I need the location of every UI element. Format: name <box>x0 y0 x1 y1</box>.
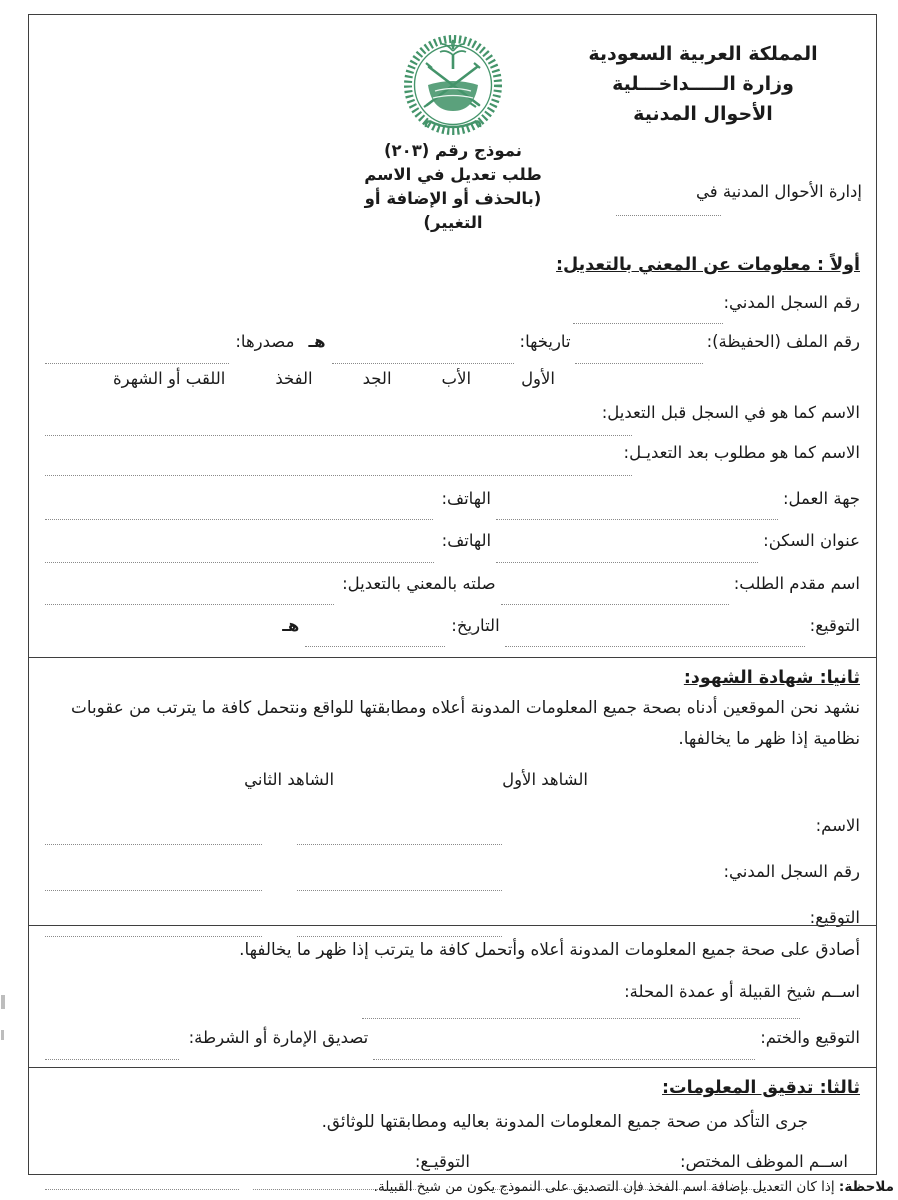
witness-civil-record-row <box>45 862 860 881</box>
section-verification <box>29 1067 876 1194</box>
civil-record-field-line[interactable] <box>573 321 723 324</box>
form-title: طلب تعديل في الاسم <box>364 164 542 184</box>
section2-heading: ثانيا: شهادة الشهود: <box>683 668 860 688</box>
admin-office-label: إدارة الأحوال المدنية في <box>695 182 862 201</box>
civil-record-label: رقم السجل المدني: <box>723 293 860 312</box>
witness1-label: الشاهد الأول <box>502 770 588 790</box>
police-attestation-field-line[interactable] <box>45 1057 179 1060</box>
address-label: عنوان السكن: <box>763 531 860 551</box>
hijri-suffix: هـ <box>308 332 326 352</box>
witness2-name-field-line[interactable] <box>45 842 262 845</box>
witness-name-row <box>45 816 860 835</box>
name-before-line-row <box>45 424 860 436</box>
name-after-field-line[interactable] <box>45 473 632 476</box>
section-endorsement <box>29 925 876 1067</box>
address-phone-field-line[interactable] <box>45 560 434 563</box>
form-header <box>29 15 876 245</box>
officer-name-label: اســم الموظف المختص: <box>680 1152 848 1172</box>
applicant-signature-label: التوقيع: <box>809 615 860 635</box>
witness1-name-field-line[interactable] <box>297 842 502 845</box>
file-date-label: تاريخها: <box>519 332 571 352</box>
header-agency: الأحوال المدنية <box>633 103 773 126</box>
endorsement-statement: أصادق على صحة جميع المعلومات المدونة أعلاه وأتحمل كافة ما يترتب إذا ظهر ما يخالفها. <box>239 939 860 959</box>
verification-statement: جرى التأكد من صحة جميع المعلومات المدونة بعاليه ومطابقتها للوثائق. <box>321 1111 808 1131</box>
name-column-surname: اللقب أو الشهرة <box>113 368 226 388</box>
section-witnesses <box>29 657 876 928</box>
file-number-row <box>45 331 860 353</box>
section3-heading: ثالثا: تدقيق المعلومات: <box>662 1078 860 1098</box>
witness-signature-label: التوقيع: <box>809 908 860 928</box>
form-number: نموذج رقم (٢٠٣) <box>384 141 522 160</box>
witness1-civil-record-field-line[interactable] <box>297 888 502 891</box>
extra-field-line[interactable] <box>45 1187 239 1190</box>
officer-signature-label: التوقيـع: <box>414 1152 470 1172</box>
address-field-line[interactable] <box>496 560 758 563</box>
witness-name-label: الاسم: <box>815 816 860 836</box>
witness2-civil-record-field-line[interactable] <box>45 888 262 891</box>
civil-record-row <box>45 292 860 314</box>
form-subtitle: (بالحذف أو الإضافة أو التغيير) <box>364 188 542 232</box>
spacer <box>334 770 502 789</box>
address-phone-label: الهاتف: <box>441 531 492 551</box>
header-ministry: وزارة الـــــداخـــلية <box>612 73 794 96</box>
sheikh-name-label: اســم شيخ القبيلة أو عمدة المحلة: <box>624 982 860 1002</box>
sheikh-name-row <box>45 981 860 1003</box>
employer-phone-field-line[interactable] <box>45 517 433 520</box>
witness1-signature-field-line[interactable] <box>297 934 502 937</box>
witness2-signature-field-line[interactable] <box>45 934 262 937</box>
name-before-label: الاسم كما هو في السجل قبل التعديل: <box>601 402 860 422</box>
section-applicant-info <box>29 245 876 657</box>
spacer <box>588 770 860 789</box>
date-label: التاريخ: <box>451 615 500 635</box>
witness-statement: نشهد نحن الموقعين أدناه بصحة جميع المعلومات المدونة أعلاه ومطابقتها للواقع ونتحمل كافة ما يترتب من عقوبات نظامية إذا ظهر ما يخالفها. <box>71 697 860 749</box>
witness-header-row <box>45 770 860 789</box>
signature-seal-field-line[interactable] <box>373 1057 755 1060</box>
employer-row <box>45 488 860 510</box>
signature-seal-label: التوقيع والختم: <box>760 1028 860 1048</box>
employer-phone-label: الهاتف: <box>441 489 491 509</box>
witness2-label: الشاهد الثاني <box>244 770 335 790</box>
name-columns-row <box>45 369 860 388</box>
footnote-label: ملاحظة: <box>838 1179 894 1195</box>
name-column-first: الأول <box>521 368 556 388</box>
name-before-field-line[interactable] <box>45 433 632 436</box>
file-source-field-line[interactable] <box>45 361 229 364</box>
sheikh-name-line-row <box>45 1007 860 1019</box>
spacer <box>632 464 860 476</box>
section1-heading: أولاً : معلومات عن المعني بالتعديل: <box>556 255 860 275</box>
spacer <box>800 1007 860 1019</box>
date-field-line[interactable] <box>305 644 445 647</box>
scan-artifact <box>1 995 5 1009</box>
address-row <box>45 530 860 552</box>
file-date-field-line[interactable] <box>332 361 514 364</box>
employer-label: جهة العمل: <box>782 489 860 509</box>
applicant-name-field-line[interactable] <box>501 602 729 605</box>
header-emblem-block <box>338 33 568 235</box>
officer-row <box>45 1151 860 1173</box>
relation-label: صلته بالمعني بالتعديل: <box>342 573 496 593</box>
header-authority-block <box>538 39 868 129</box>
name-after-label: الاسم كما هو مطلوب بعد التعديـل: <box>623 442 860 462</box>
spacer <box>632 424 860 436</box>
file-number-label: رقم الملف (الحفيظة): <box>706 332 860 352</box>
applicant-name-label: اسم مقدم الطلب: <box>733 573 860 593</box>
date-hijri-suffix: هـ <box>282 615 300 635</box>
file-source-label: مصدرها: <box>235 332 295 352</box>
sheikh-name-field-line[interactable] <box>362 1016 800 1019</box>
name-after-line-row <box>45 464 860 476</box>
file-number-field-line[interactable] <box>575 361 703 364</box>
name-column-clan: الفخذ <box>275 368 313 388</box>
applicant-signature-row <box>45 615 860 637</box>
applicant-row <box>45 573 860 595</box>
police-attestation-label: تصديق الإمارة أو الشرطة: <box>188 1028 369 1048</box>
spacer <box>45 1007 362 1019</box>
form-title-block <box>338 139 568 235</box>
footnote <box>274 1179 894 1195</box>
employer-field-line[interactable] <box>496 517 778 520</box>
footnote-text: إذا كان التعديل بإضافة اسم الفخذ فإن التصديق على النموذج يكون من شيخ القبيلة. <box>373 1179 835 1195</box>
name-after-row <box>45 442 860 464</box>
scan-artifact <box>1 1030 4 1040</box>
spacer <box>239 1178 253 1190</box>
header-country: المملكة العربية السعودية <box>588 43 818 65</box>
relation-field-line[interactable] <box>45 602 334 605</box>
admin-office-field-line[interactable] <box>616 215 721 216</box>
applicant-signature-field-line[interactable] <box>505 644 805 647</box>
name-column-grandfather: الجد <box>362 368 392 388</box>
name-modification-form <box>28 14 877 1175</box>
name-before-row <box>45 402 860 424</box>
seal-row <box>45 1027 860 1049</box>
witness-civil-record-label: رقم السجل المدني: <box>723 862 860 882</box>
name-column-father: الأب <box>441 368 472 388</box>
ministry-of-interior-emblem-icon <box>399 33 507 135</box>
